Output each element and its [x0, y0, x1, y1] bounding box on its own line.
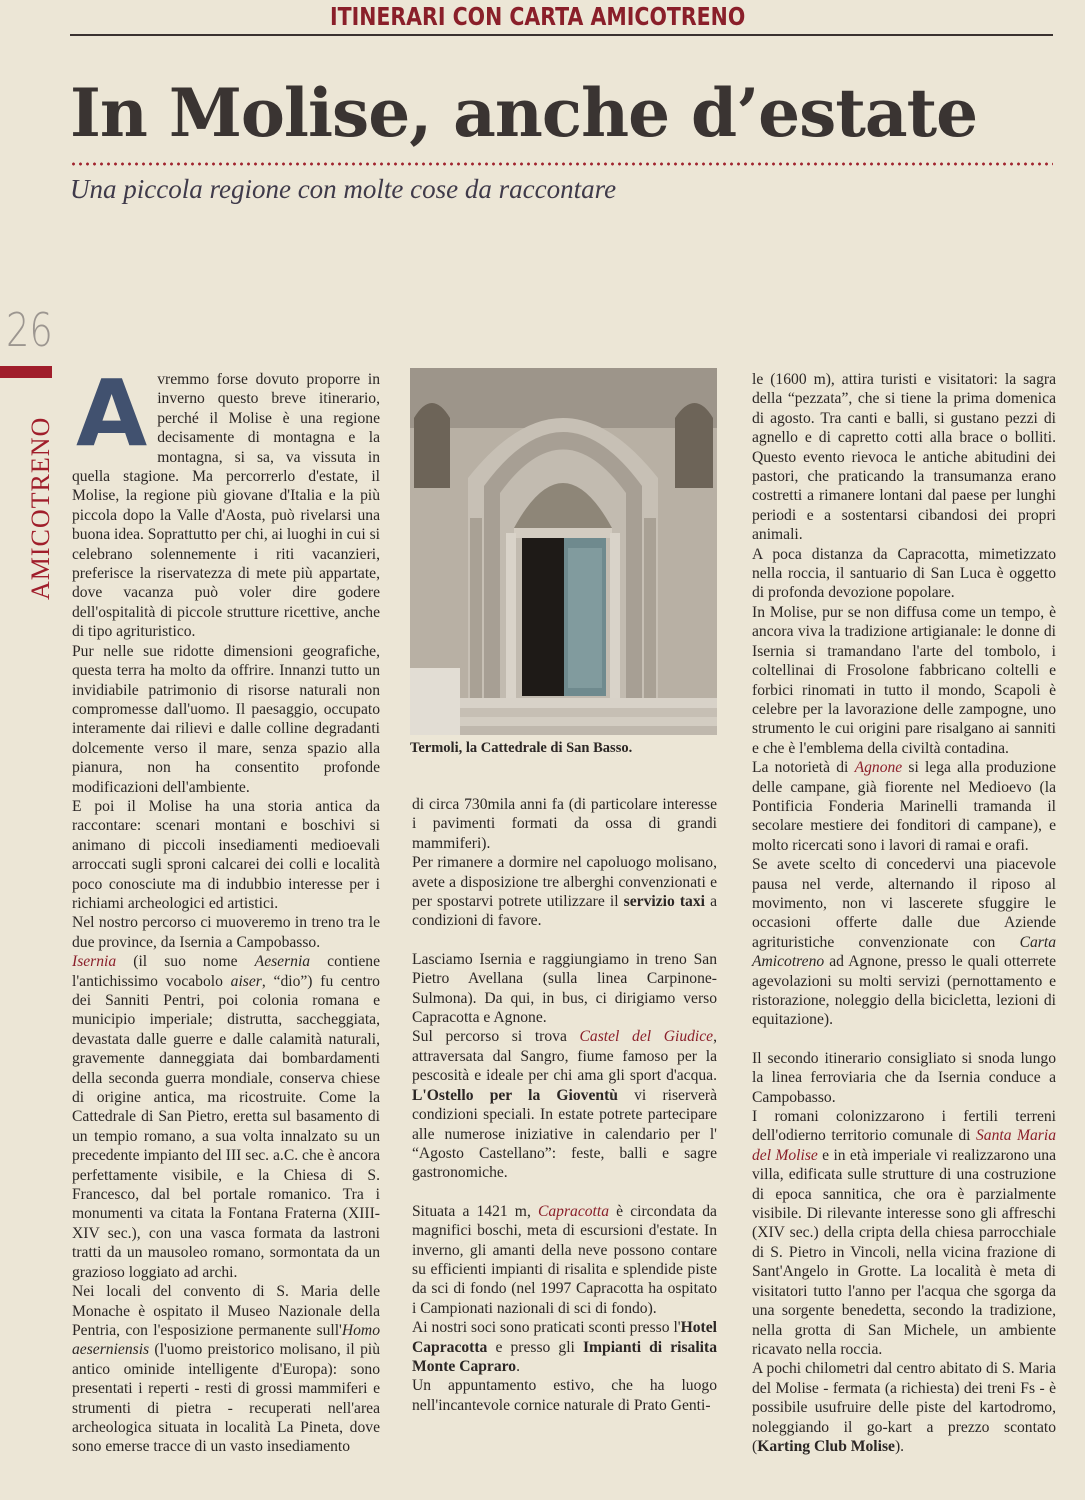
place-name: Santa Maria del Molise [752, 1127, 1057, 1164]
section-label-vertical: AMICOTRENO [26, 416, 55, 600]
drop-cap: A [76, 360, 148, 467]
paragraph: Nel nostro percorso ci muoveremo in treno tra le due province, da Isernia a Campobasso. [72, 914, 380, 951]
article-column-2 [412, 795, 717, 1415]
paragraph: E poi il Molise ha una storia antica da raccontare: scenari montani e boschivi si animano di piccoli insediamenti medioevali arroccati sugli sproni calcarei dei colli e località poco conosciute ma di indubbio interesse per i richiami archeologici ed artistici. [72, 797, 380, 912]
paragraph: La notorietà di Agnone si lega alla produzione delle campane, già fiorente nel Medioevo (la Pontificia Fonderia Marinelli tramanda il secolare mestiere dei fonditori di campane), e molto ricercati sono i lavori di ramai e orafi. [752, 759, 1057, 854]
paragraph: Pur nelle sue ridotte dimensioni geografiche, questa terra ha molto da offrire. Innanzi tutto un invidiabile patrimonio di risorse naturali non compromesse dall'uomo. Il paesaggio, occupato interamente dai rilievi e dalle colline degradanti dolcemente verso il mare, senza spazio alla pianura, non ha consentito profonde modificazioni dell'ambiente. [72, 642, 380, 796]
paragraph: Nei locali del convento di S. Maria delle Monache è ospitato il Museo Nazionale della Pentria, con l'esposizione permanente sull'Homo aeserniensis (l'uomo preistorico molisano, il più antico ominide intelligente d'Europa): sono presentati i reperti - resti di grossi mammiferi e strumenti di pietra - recuperati nell'area archeologica situata in località La Pineta, dove sono emerse tracce di un vasto insediamento [72, 1283, 380, 1456]
paragraph: Un appuntamento estivo, che ha luogo nell'incantevole cornice naturale di Prato Genti- [412, 1377, 717, 1414]
photo-caption: Termoli, la Cattedrale di San Basso. [410, 740, 633, 756]
paragraph: A poca distanza da Capracotta, mimetizzato nella roccia, il santuario di San Luca è oggetto di profonda devozione popolare. [752, 545, 1056, 602]
place-name: Agnone [854, 759, 903, 777]
kicker-rule [70, 34, 1053, 36]
paragraph: Isernia (il suo nome Aesernia contiene l'antichissimo vocabolo aiser, “dio”) fu centro dei Sanniti Pentri, poi colonia romana e municipio imperiale; distrutta, saccheggiata, devastata dalle guerre e dalle calamità naturali, gravemente danneggiata dai bombardamenti della seconda guerra mondiale, conserva chiese di origine antica, ma ricostruite. Come la Cattedrale di San Pietro, eretta sul basamento di un tempio romano, a sua volta innalzato su un precedente impianto del III sec. a.C. che è ancora perfettamente visibile, e la Chiesa di S. Francesco, dal bel portale romanico. Tra i monumenti va citata la Fontana Fraterna (XIII-XIV sec.), con una vasca formata da lastroni tratti da un mausoleo romano, sormontata da un grazioso loggiato ad archi. [72, 953, 381, 1281]
paragraph: Situata a 1421 m, Capracotta è circondata da magnifici boschi, meta di escursioni d'estate. In inverno, gli amanti della neve possono contare su efficienti impianti di risalita e splendide piste da sci di fondo (nel 1997 Capracotta ha ospitato i Campionati nazionali di sci di fondo). [412, 1202, 717, 1317]
paragraph: le (1600 m), attira turisti e visitatori: la sagra della “pezzata”, che si tiene la prima domenica di agosto. Tra canti e balli, si gustano pezzi di agnello e di capretto cotti alla brace o bolliti. Questo evento rievoca le antiche abitudini dei pastori, che praticando la transumanza erano costretti a rimanere lontani dal paese per lunghi periodi e a sostentarsi cibandosi dei propri animali. [752, 371, 1056, 544]
place-name: Castel del Giudice [579, 1028, 714, 1046]
place-name: Isernia [72, 953, 117, 971]
article-column-1 [72, 360, 381, 1457]
cathedral-photo [410, 368, 717, 735]
article-title: In Molise, anche d’estate [70, 74, 978, 152]
paragraph: Ai nostri soci sono praticati sconti presso l'Hotel Capracotta e presso gli Impianti di risalita Monte Capraro. [412, 1319, 717, 1375]
article-column-3 [752, 370, 1056, 1456]
paragraph: I romani colonizzarono i fertili terreni dell'odierno territorio comunale di Santa Maria del Molise e in età imperiale vi realizzarono una villa, edificata sulle strutture di una costruzione di epoca sannitica, che ora è parzialmente visibile. Di rilevante interesse sono gli affreschi (XIV sec.) della cripta della chiesa parrocchiale di S. Pietro in Vincoli, nella vicina frazione di Sant'Angelo in Grotte. La località è meta di visitatori tutto l'anno per l'acqua che sgorga da una sorgente benedetta, secondo la tradizione, nella grotta di San Michele, un ambiente ricavato nella roccia. [752, 1108, 1057, 1358]
paragraph: Se avete scelto di concedervi una piacevole pausa nel verde, alternando il riposo al movimento, non vi lascerete sfuggire le occasioni offerte dalle due Aziende agrituristiche convenzionate con Carta Amicotreno ad Agnone, presso le quali otterrete agevolazioni su molti servizi (pernottamento e ristorazione, noleggio della bicicletta, lezioni di equitazione). [752, 856, 1056, 1029]
paragraph: Lasciamo Isernia e raggiungiamo in treno San Pietro Avellana (sulla linea Carpinone-Sulmona). Da qui, in bus, ci dirigiamo verso Capracotta e Agnone. [412, 950, 717, 1027]
dotted-divider [70, 162, 1053, 166]
paragraph: Per rimanere a dormire nel capoluogo molisano, avete a disposizione tre alberghi convenzionati e per spostarvi potrete utilizzare il servizio taxi a condizioni di favore. [412, 854, 717, 930]
paragraph: vremmo forse dovuto proporre in inverno questo breve itinerario, perché il Molise è una regione decisamente di montagna e la montagna, si sa, va vissuta in quella stagione. Ma percorrerlo d'estate, il Molise, la regione più giovane d'Italia e la più piccola dopo la Valle d'Aosta, può rivelarsi una buona idea. Soprattutto per chi, ai luoghi in cui si celebrano solennemente i riti vacanzieri, preferisce la riservatezza di mete più appartate, dove vacanza può voler dire godere dell'ospitalità di piccole strutture ricettive, anche di tipo agrituristico. [72, 371, 380, 641]
place-name: Capracotta [537, 1202, 610, 1220]
paragraph: A pochi chilometri dal centro abitato di S. Maria del Molise - fermata (a richiesta) dei treni Fs - è possibile usufruire delle piste del kartodromo, noleggiando il go-kart a prezzo scontato (Karting Club Molise). [752, 1360, 1056, 1455]
paragraph: Sul percorso si trova Castel del Giudice, attraversata dal Sangro, fiume famoso per la pescosità e ideale per chi ama gli sport d'acqua. L'Ostello per la Gioventù vi riserverà condizioni speciali. In estate potrete partecipare alle numerose iniziative in calendario per l' “Agosto Castellano”: feste, balli e sagre gastronomiche. [412, 1028, 717, 1182]
section-marker-bar [0, 366, 52, 378]
page-number: 26 [6, 303, 53, 357]
paragraph: di circa 730mila anni fa (di particolare interesse i pavimenti formati da ossa di grandi mammiferi). [412, 796, 717, 852]
paragraph: Il secondo itinerario consigliato si snoda lungo la linea ferroviaria che da Isernia conduce a Campobasso. [752, 1049, 1056, 1106]
paragraph: In Molise, pur se non diffusa come un tempo, è ancora viva la tradizione artigianale: le donne di Isernia si tramandano l'arte del tombolo, i coltellinai di Frosolone fabbricano coltelli e forbici rinomati in tutto il mondo, Scapoli è celebre per la lavorazione delle zampogne, uno strumento le cui origini pare risalgano ai sanniti e che è l'emblema della civiltà contadina. [752, 603, 1056, 757]
article-subtitle: Una piccola regione con molte cose da raccontare [70, 174, 617, 204]
section-kicker: ITINERARI CON CARTA AMICOTRENO [330, 2, 746, 31]
